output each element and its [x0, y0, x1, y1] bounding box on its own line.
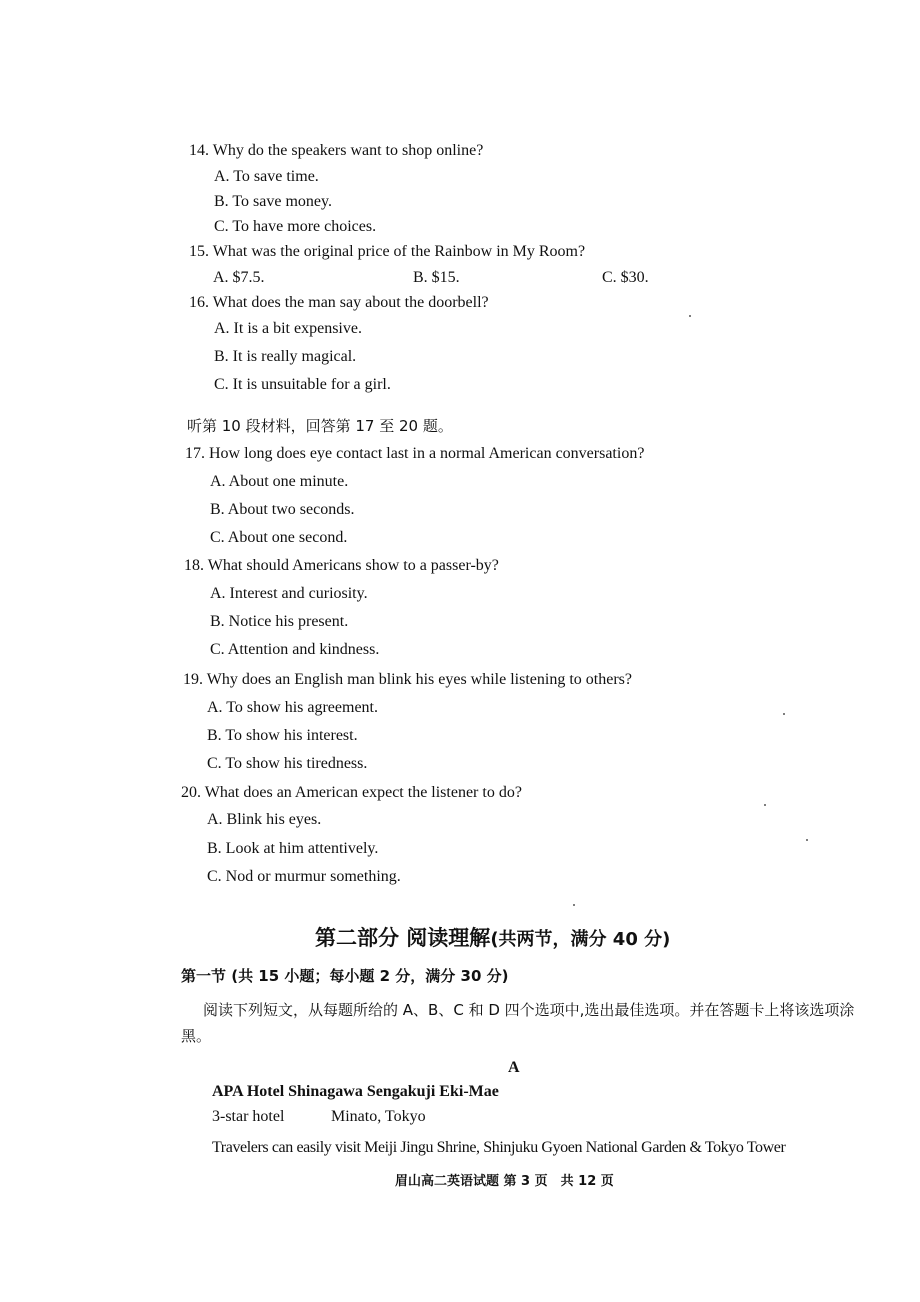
q15-option-a: A. $7.5. — [213, 269, 265, 286]
question-number: 15. — [189, 243, 209, 260]
question-number: 20. — [181, 784, 201, 801]
q15-option-c: C. $30. — [602, 269, 649, 286]
part2-title — [315, 922, 735, 952]
scan-speck — [764, 804, 766, 806]
question-text: What does the man say about the doorbell? — [212, 294, 489, 311]
question-15 — [189, 242, 585, 262]
q17-option-c: C. About one second. — [210, 529, 348, 546]
q15-option-b: B. $15. — [413, 269, 460, 286]
q18-option-a: A. Interest and curiosity. — [210, 585, 368, 602]
question-number: 16. — [189, 294, 209, 311]
q16-option-b: B. It is really magical. — [214, 348, 357, 365]
scan-speck — [689, 315, 691, 317]
question-17 — [185, 444, 644, 464]
question-text: Why does an English man blink his eyes while listening to others? — [206, 671, 632, 688]
question-number: 14. — [189, 142, 209, 159]
question-number: 17. — [185, 445, 205, 462]
q16-option-a: A. It is a bit expensive. — [214, 320, 362, 337]
question-14 — [189, 141, 483, 161]
reading-instruction: 阅读下列短文，从每题所给的 A、B、C 和 D 四个选项中,选出最佳选项。并在答题卡上将该选项涂黑。 — [181, 1001, 855, 1045]
scan-speck — [806, 839, 808, 841]
q20-option-b: B. Look at him attentively. — [207, 840, 379, 857]
q19-option-c: C. To show his tiredness. — [207, 755, 368, 772]
q18-option-b: B. Notice his present. — [210, 613, 349, 630]
question-16 — [189, 293, 489, 313]
q20-option-a: A. Blink his eyes. — [207, 811, 322, 828]
q19-option-b: B. To show his interest. — [207, 727, 358, 744]
question-19 — [183, 670, 632, 690]
hotel-location: Minato, Tokyo — [331, 1108, 426, 1125]
part2-title-sub: (共两节，满分 40 分) — [490, 929, 671, 950]
hotel-attractions: Travelers can easily visit Meiji Jingu Shrine, Shinjuku Gyoen National Garden & Tokyo Tower — [212, 1139, 786, 1156]
question-text: What does an American expect the listener to do? — [204, 784, 522, 801]
hotel-name: APA Hotel Shinagawa Sengakuji Eki-Mae — [212, 1083, 499, 1100]
part2-title-main: 第二部分 阅读理解 — [315, 926, 491, 950]
q20-option-c: C. Nod or murmur something. — [207, 868, 401, 885]
q14-option-b: B. To save money. — [214, 193, 332, 210]
section1-heading: 第一节 (共 15 小题；每小题 2 分，满分 30 分) — [181, 967, 509, 985]
q14-option-c: C. To have more choices. — [214, 218, 377, 235]
question-text: What should Americans show to a passer-by? — [207, 557, 499, 574]
hotel-rating: 3-star hotel — [212, 1108, 285, 1125]
question-number: 18. — [184, 557, 204, 574]
q17-option-a: A. About one minute. — [210, 473, 349, 490]
q16-option-c: C. It is unsuitable for a girl. — [214, 376, 391, 393]
q14-option-a: A. To save time. — [214, 168, 319, 185]
q19-option-a: A. To show his agreement. — [207, 699, 378, 716]
passage-letter: A — [508, 1059, 520, 1076]
scan-speck — [783, 713, 785, 715]
scan-speck — [573, 904, 575, 906]
question-text: What was the original price of the Rainbow in My Room? — [212, 243, 586, 260]
page-footer: 眉山高二英语试题 第 3 页 共 12 页 — [395, 1174, 614, 1189]
listening-instruction: 听第 10 段材料，回答第 17 至 20 题。 — [187, 417, 453, 435]
question-20 — [181, 783, 522, 803]
question-number: 19. — [183, 671, 203, 688]
q18-option-c: C. Attention and kindness. — [210, 641, 380, 658]
question-text: How long does eye contact last in a normal American conversation? — [209, 445, 645, 462]
question-18 — [184, 556, 499, 576]
question-text: Why do the speakers want to shop online? — [212, 142, 484, 159]
q17-option-b: B. About two seconds. — [210, 501, 355, 518]
